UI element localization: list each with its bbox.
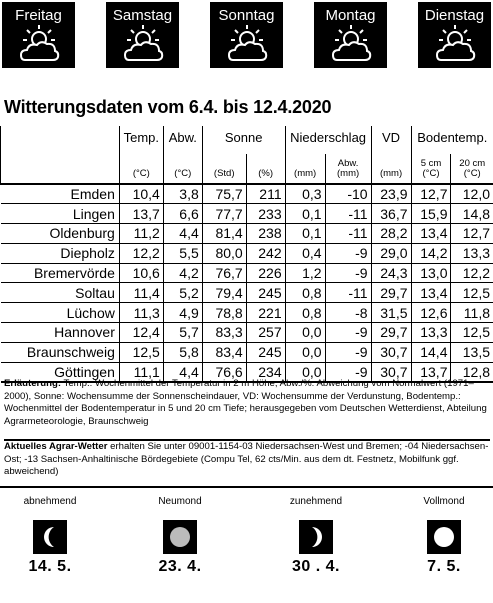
table-row [1,323,493,343]
table-cell: 77,7 [202,204,246,224]
table-cell: 4,4 [163,224,202,244]
unit-header: 20 cm (°C) [451,154,493,184]
table-cell: 12,4 [119,323,163,343]
header-abw: Abw. [163,126,202,154]
phase-date: 30 . 4. [292,558,340,575]
new-moon-icon [163,520,197,554]
table-row [1,184,493,204]
table-cell: 12,0 [451,184,493,204]
table-cell: 12,6 [411,303,451,323]
table-cell: 75,7 [202,184,246,204]
table-cell: 5,8 [163,342,202,362]
forecast-day-name: Montag [325,7,376,24]
table-cell: 226 [246,263,285,283]
explanation-note [4,378,490,428]
table-cell: 1,2 [285,263,325,283]
table-cell: 0,1 [285,224,325,244]
table-cell: 211 [246,184,285,204]
table-cell: -9 [325,323,371,343]
table-cell: 81,4 [202,224,246,244]
table-cell: 0,0 [285,362,325,382]
moon-phase [130,496,230,576]
table-cell: 6,6 [163,204,202,224]
header-empty [1,126,120,154]
table-cell: 4,4 [163,362,202,382]
phase-label: Vollmond [423,496,465,507]
table-cell: -9 [325,342,371,362]
table-cell: 5,7 [163,323,202,343]
forecast-day [210,2,283,68]
table-cell: 5,5 [163,243,202,263]
table-row [1,263,493,283]
table-cell: 10,4 [119,184,163,204]
table-cell: 13,7 [119,204,163,224]
forecast-day-name: Freitag [15,7,62,24]
table-cell: 12,2 [119,243,163,263]
sun-cloud-icon [121,22,165,66]
full-moon-icon [427,520,461,554]
station-name: Lingen [1,204,120,224]
table-row [1,243,493,263]
table-cell: 12,8 [451,362,493,382]
unit-header: (mm) [371,154,411,184]
table-cell: 245 [246,283,285,303]
moon-phases [0,496,493,596]
table-cell: 29,7 [371,283,411,303]
station-name: Diepholz [1,243,120,263]
table-cell: 245 [246,342,285,362]
table-cell: 13,3 [411,323,451,343]
table-row [1,342,493,362]
phase-date: 23. 4. [158,558,202,575]
table-cell: 76,7 [202,263,246,283]
header-bodentemp: Bodentemp. [411,126,493,154]
table-cell: 0,1 [285,204,325,224]
moon-phase [394,496,493,576]
table-cell: 11,8 [451,303,493,323]
table-cell: 23,9 [371,184,411,204]
sun-cloud-icon [225,22,269,66]
table-cell: 36,7 [371,204,411,224]
table-body [1,184,493,382]
divider [0,486,493,488]
phase-date: 7. 5. [427,558,461,575]
table-cell: 234 [246,362,285,382]
table-cell: 80,0 [202,243,246,263]
unit-header: (°C) [163,154,202,184]
table-cell: 11,4 [119,283,163,303]
forecast-day [418,2,491,68]
table-cell: 13,5 [451,342,493,362]
table-cell: 4,9 [163,303,202,323]
unit-header: Abw. (mm) [325,154,371,184]
table-cell: 83,4 [202,342,246,362]
forecast-day [314,2,387,68]
table-cell: 221 [246,303,285,323]
table-cell: 12,5 [119,342,163,362]
table-cell: -9 [325,263,371,283]
forecast-day-name: Dienstag [424,7,485,24]
table-cell: 3,8 [163,184,202,204]
explanation-text: Temp.: Wochenmittel der Temperatur in 2 m Höhe, Abw./%: Abweichung vom Normalwert (1971–2000), Sonne: Wochensumme der Sonnenscheindauer, VD: Wochensumme der Verdunstung, Bodentemp.: Wochenmittel der Bodentemperatur in 5 und 20 cm Tiefe; herausgegeben vom Deutschen Wetterdienst, Abteilung Agrarmeteorologie, Braunschweig [4,378,487,427]
table-cell: 12,5 [451,323,493,343]
table-cell: 12,7 [411,184,451,204]
table-cell: 233 [246,204,285,224]
table-cell: 14,8 [451,204,493,224]
station-name: Oldenburg [1,224,120,244]
table-cell: 24,3 [371,263,411,283]
table-cell: -9 [325,362,371,382]
header-niederschlag: Niederschlag [285,126,371,154]
station-name: Emden [1,184,120,204]
page-title: Witterungsdaten vom 6.4. bis 12.4.2020 [4,97,332,117]
moon-phase [266,496,366,576]
header-temp: Temp. [119,126,163,154]
agrar-label: Aktuelles Agrar-Wetter [4,441,108,452]
weather-data-table [0,126,493,383]
station-name: Lüchow [1,303,120,323]
table-cell: 5,2 [163,283,202,303]
table-cell: 12,5 [451,283,493,303]
station-name: Bremervörde [1,263,120,283]
unit-header: 5 cm (°C) [411,154,451,184]
table-cell: -10 [325,184,371,204]
table-cell: 0,8 [285,283,325,303]
station-name: Soltau [1,283,120,303]
agrar-note [4,439,490,479]
forecast-day [2,2,75,68]
table-cell: 257 [246,323,285,343]
table-cell: 13,0 [411,263,451,283]
table-cell: 78,8 [202,303,246,323]
table-row [1,283,493,303]
table-row [1,224,493,244]
table-cell: 13,4 [411,283,451,303]
table-cell: 11,3 [119,303,163,323]
phase-date: 14. 5. [28,558,72,575]
unit-header: (mm) [285,154,325,184]
table-cell: 30,7 [371,362,411,382]
table-cell: 76,6 [202,362,246,382]
table-cell: 13,4 [411,224,451,244]
table-cell: 10,6 [119,263,163,283]
unit-header: (°C) [119,154,163,184]
explanation-label: Erläuterung: [4,378,62,389]
moon-phase [0,496,100,576]
table-cell: 242 [246,243,285,263]
table-cell: 14,2 [411,243,451,263]
sun-cloud-icon [17,22,61,66]
sun-cloud-icon [433,22,477,66]
unit-header: (Std) [202,154,246,184]
table-cell: 29,7 [371,323,411,343]
unit-empty [1,154,120,184]
station-name: Braunschweig [1,342,120,362]
forecast-day [106,2,179,68]
header-vd: VD [371,126,411,154]
agrar-text: erhalten Sie unter 09001-1154-03 Niedersachsen-West und Bremen; -04 Niedersachsen-Ost; -13 Sachsen-Anhaltinische Bördegebiete (Compu Tel, 62 cts/Min. aus dem dt. Festnetz, Mobilfunk ggf. abweichend) [4,441,489,477]
table-row [1,204,493,224]
unit-header: (%) [246,154,285,184]
table-row [1,303,493,323]
table-cell: -11 [325,283,371,303]
table-cell: 15,9 [411,204,451,224]
forecast-day-name: Samstag [112,7,173,24]
sun-cloud-icon [329,22,373,66]
phase-label: Neumond [158,496,202,507]
table-cell: 79,4 [202,283,246,303]
table-cell: 0,4 [285,243,325,263]
table-cell: 12,7 [451,224,493,244]
table-cell: 11,1 [119,362,163,382]
header-sonne: Sonne [202,126,285,154]
table-cell: -8 [325,303,371,323]
forecast-row [2,2,491,68]
waning-moon-icon [33,520,67,554]
table-cell: 4,2 [163,263,202,283]
table-cell: 13,7 [411,362,451,382]
phase-label: zunehmend [289,496,343,507]
table-cell: 28,2 [371,224,411,244]
table-cell: -9 [325,243,371,263]
table-cell: 29,0 [371,243,411,263]
table-cell: 12,2 [451,263,493,283]
table-cell: 30,7 [371,342,411,362]
table-cell: 0,8 [285,303,325,323]
table-cell: 0,3 [285,184,325,204]
forecast-day-name: Sonntag [218,7,275,24]
table-cell: 11,2 [119,224,163,244]
table-cell: 0,0 [285,323,325,343]
table-cell: 31,5 [371,303,411,323]
station-name: Hannover [1,323,120,343]
waxing-moon-icon [299,520,333,554]
table-cell: 0,0 [285,342,325,362]
table-cell: 13,3 [451,243,493,263]
station-name: Göttingen [1,362,120,382]
table-cell: -11 [325,224,371,244]
phase-label: abnehmend [23,496,77,507]
table-cell: -11 [325,204,371,224]
table-cell: 14,4 [411,342,451,362]
table-cell: 83,3 [202,323,246,343]
table-cell: 238 [246,224,285,244]
